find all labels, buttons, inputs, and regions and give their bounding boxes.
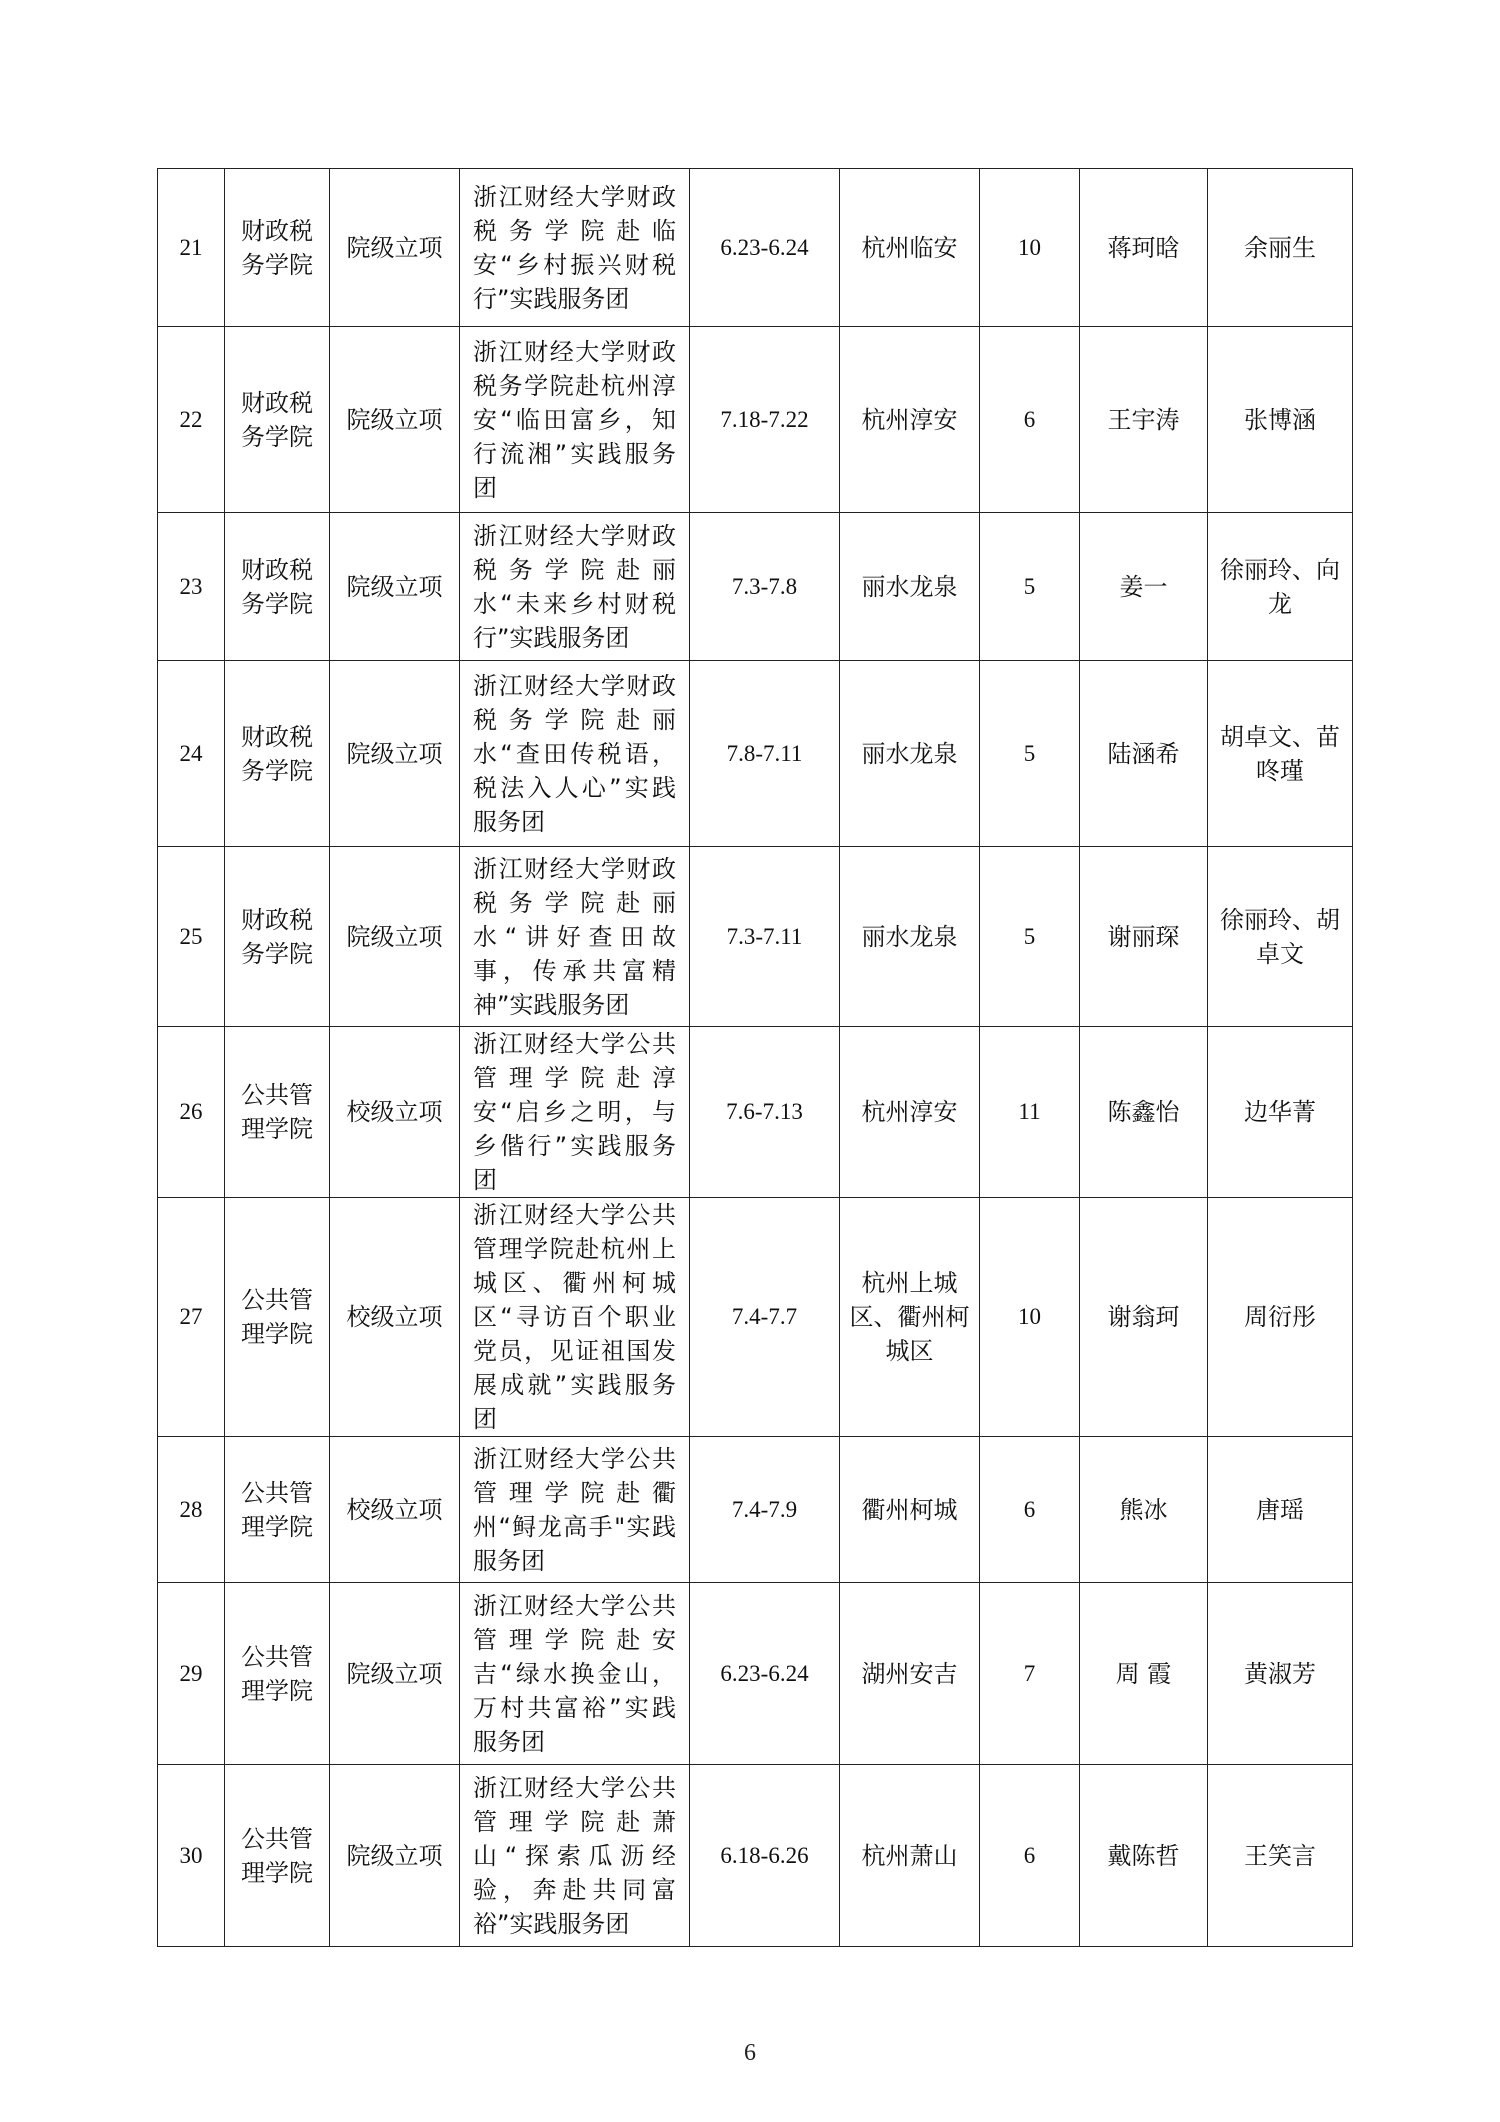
member-count-cell: 7 xyxy=(980,1583,1080,1765)
leader-cell: 戴陈哲 xyxy=(1080,1765,1208,1947)
member-count-cell: 5 xyxy=(980,847,1080,1027)
level-cell: 校级立项 xyxy=(330,1198,460,1437)
leader-cell: 姜一 xyxy=(1080,513,1208,661)
row-number: 25 xyxy=(158,847,225,1027)
location-cell: 丽水龙泉 xyxy=(840,661,980,847)
level-cell: 院级立项 xyxy=(330,1765,460,1947)
table-row xyxy=(158,1027,1353,1198)
project-name-cell: 浙江财经大学公共管理学院赴衢州“鲟龙高手"实践服务团 xyxy=(460,1437,690,1583)
project-name-cell: 浙江财经大学财政税务学院赴临安“乡村振兴财税行”实践服务团 xyxy=(460,169,690,327)
mentor-cell: 边华菁 xyxy=(1208,1027,1353,1198)
mentor-cell: 徐丽玲、胡卓文 xyxy=(1208,847,1353,1027)
table-row xyxy=(158,327,1353,513)
level-cell: 院级立项 xyxy=(330,169,460,327)
member-count-cell: 5 xyxy=(980,513,1080,661)
leader-cell: 蒋珂晗 xyxy=(1080,169,1208,327)
leader-cell: 周 霞 xyxy=(1080,1583,1208,1765)
level-cell: 院级立项 xyxy=(330,513,460,661)
row-number: 22 xyxy=(158,327,225,513)
member-count-cell: 5 xyxy=(980,661,1080,847)
project-name-cell: 浙江财经大学公共管理学院赴萧山“探索瓜沥经验，奔赴共同富裕”实践服务团 xyxy=(460,1765,690,1947)
row-number: 30 xyxy=(158,1765,225,1947)
row-number: 28 xyxy=(158,1437,225,1583)
location-cell: 杭州萧山 xyxy=(840,1765,980,1947)
college-cell: 公共管理学院 xyxy=(225,1583,330,1765)
leader-cell: 熊冰 xyxy=(1080,1437,1208,1583)
table-row xyxy=(158,1765,1353,1947)
member-count-cell: 10 xyxy=(980,169,1080,327)
date-cell: 6.23-6.24 xyxy=(690,1583,840,1765)
project-name-cell: 浙江财经大学财政税务学院赴杭州淳安“临田富乡，知行流湘”实践服务团 xyxy=(460,327,690,513)
row-number: 26 xyxy=(158,1027,225,1198)
member-count-cell: 6 xyxy=(980,1437,1080,1583)
mentor-cell: 周衍彤 xyxy=(1208,1198,1353,1437)
college-cell: 财政税务学院 xyxy=(225,169,330,327)
level-cell: 校级立项 xyxy=(330,1027,460,1198)
date-cell: 7.8-7.11 xyxy=(690,661,840,847)
level-cell: 院级立项 xyxy=(330,1583,460,1765)
table-row xyxy=(158,1583,1353,1765)
date-cell: 7.3-7.8 xyxy=(690,513,840,661)
date-cell: 7.4-7.7 xyxy=(690,1198,840,1437)
leader-cell: 陆涵希 xyxy=(1080,661,1208,847)
date-cell: 7.18-7.22 xyxy=(690,327,840,513)
college-cell: 财政税务学院 xyxy=(225,513,330,661)
college-cell: 公共管理学院 xyxy=(225,1765,330,1947)
project-name-cell: 浙江财经大学公共管理学院赴杭州上城区、衢州柯城区“寻访百个职业党员，见证祖国发展成就”实践服务团 xyxy=(460,1198,690,1437)
row-number: 23 xyxy=(158,513,225,661)
level-cell: 校级立项 xyxy=(330,1437,460,1583)
date-cell: 6.18-6.26 xyxy=(690,1765,840,1947)
date-cell: 7.4-7.9 xyxy=(690,1437,840,1583)
location-cell: 丽水龙泉 xyxy=(840,847,980,1027)
table-row xyxy=(158,513,1353,661)
project-name-cell: 浙江财经大学公共管理学院赴淳安“启乡之明，与乡偕行”实践服务团 xyxy=(460,1027,690,1198)
location-cell: 衢州柯城 xyxy=(840,1437,980,1583)
project-name-cell: 浙江财经大学公共管理学院赴安吉“绿水换金山，万村共富裕”实践服务团 xyxy=(460,1583,690,1765)
level-cell: 院级立项 xyxy=(330,661,460,847)
member-count-cell: 10 xyxy=(980,1198,1080,1437)
leader-cell: 谢丽琛 xyxy=(1080,847,1208,1027)
row-number: 29 xyxy=(158,1583,225,1765)
date-cell: 7.6-7.13 xyxy=(690,1027,840,1198)
level-cell: 院级立项 xyxy=(330,847,460,1027)
leader-cell: 谢翁珂 xyxy=(1080,1198,1208,1437)
location-cell: 丽水龙泉 xyxy=(840,513,980,661)
college-cell: 财政税务学院 xyxy=(225,847,330,1027)
project-name-cell: 浙江财经大学财政税务学院赴丽水“查田传税语，税法入人心”实践服务团 xyxy=(460,661,690,847)
member-count-cell: 6 xyxy=(980,1765,1080,1947)
row-number: 27 xyxy=(158,1198,225,1437)
page-number: 6 xyxy=(744,2040,756,2066)
row-number: 21 xyxy=(158,169,225,327)
date-cell: 7.3-7.11 xyxy=(690,847,840,1027)
level-cell: 院级立项 xyxy=(330,327,460,513)
project-table-container xyxy=(157,168,1352,1947)
college-cell: 公共管理学院 xyxy=(225,1027,330,1198)
leader-cell: 王宇涛 xyxy=(1080,327,1208,513)
table-row xyxy=(158,1437,1353,1583)
location-cell: 杭州临安 xyxy=(840,169,980,327)
project-name-cell: 浙江财经大学财政税务学院赴丽水“未来乡村财税行”实践服务团 xyxy=(460,513,690,661)
mentor-cell: 胡卓文、苗咚瑾 xyxy=(1208,661,1353,847)
mentor-cell: 唐瑶 xyxy=(1208,1437,1353,1583)
mentor-cell: 徐丽玲、向龙 xyxy=(1208,513,1353,661)
mentor-cell: 余丽生 xyxy=(1208,169,1353,327)
date-cell: 6.23-6.24 xyxy=(690,169,840,327)
mentor-cell: 张博涵 xyxy=(1208,327,1353,513)
table-row xyxy=(158,661,1353,847)
mentor-cell: 王笑言 xyxy=(1208,1765,1353,1947)
project-name-cell: 浙江财经大学财政税务学院赴丽水“讲好查田故事，传承共富精神”实践服务团 xyxy=(460,847,690,1027)
mentor-cell: 黄淑芳 xyxy=(1208,1583,1353,1765)
row-number: 24 xyxy=(158,661,225,847)
table-row xyxy=(158,847,1353,1027)
leader-cell: 陈鑫怡 xyxy=(1080,1027,1208,1198)
table-row xyxy=(158,169,1353,327)
table-row xyxy=(158,1198,1353,1437)
location-cell: 杭州上城区、衢州柯城区 xyxy=(840,1198,980,1437)
college-cell: 公共管理学院 xyxy=(225,1437,330,1583)
member-count-cell: 6 xyxy=(980,327,1080,513)
college-cell: 公共管理学院 xyxy=(225,1198,330,1437)
location-cell: 杭州淳安 xyxy=(840,327,980,513)
project-table xyxy=(157,168,1353,1947)
college-cell: 财政税务学院 xyxy=(225,661,330,847)
location-cell: 湖州安吉 xyxy=(840,1583,980,1765)
college-cell: 财政税务学院 xyxy=(225,327,330,513)
location-cell: 杭州淳安 xyxy=(840,1027,980,1198)
member-count-cell: 11 xyxy=(980,1027,1080,1198)
